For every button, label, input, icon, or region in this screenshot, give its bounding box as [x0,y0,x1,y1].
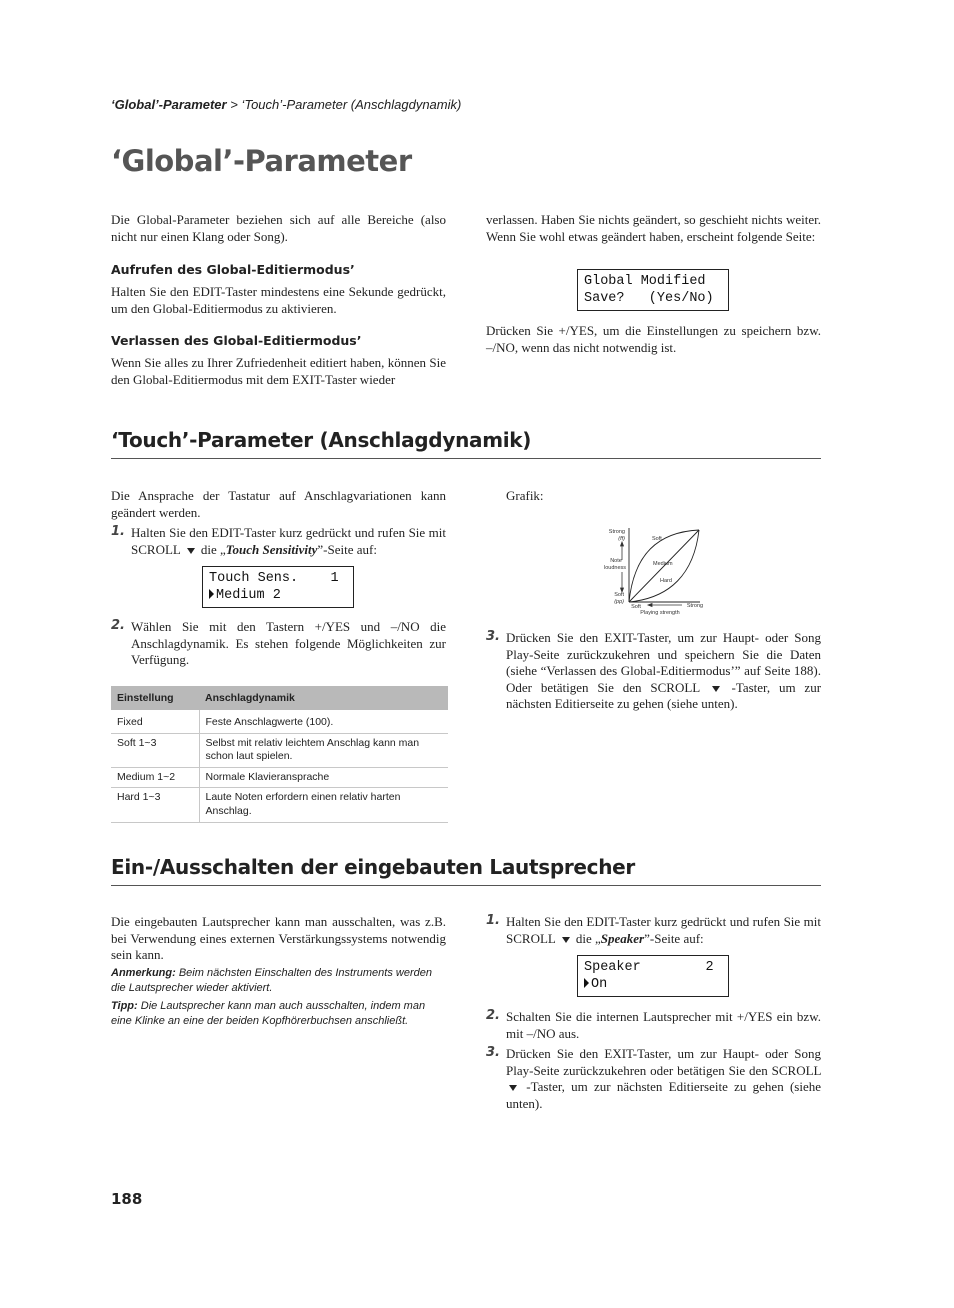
table-cell: Soft 1~3 [111,733,199,767]
table-cell: Medium 1~2 [111,767,199,788]
table-header: Einstellung [111,686,199,710]
enter-heading: Aufrufen des Global-Editiermodus’ [111,262,355,277]
scroll-down-icon [562,937,570,943]
lcd-line-1: Speaker 2 [584,960,714,975]
speaker-step1-text [506,914,821,947]
tip-text: Die Lautsprecher kann man auch ausschalten, indem man eine Klinke an eine der beiden Kopfhörerbuchsen anschließt. [111,1000,426,1027]
global-intro: Die Global-Parameter beziehen sich auf alle Bereiche (also nicht nur einen Klang oder Song). [111,212,446,244]
touch-step1-em: Touch Sensitivity [225,541,318,557]
touch-step1-c: ”-Seite auf: [317,541,377,557]
exit-heading: Verlassen des Global-Editiermodus’ [111,333,362,348]
speaker-step2-number: 2. [486,1008,500,1023]
exit-text-right: verlassen. Haben Sie nichts geändert, so geschieht nichts weiter. Wenn Sie wohl etwas geändert haben, erscheint folgende Seite: [486,212,821,244]
lcd-line-2: Save? (Yes/No) [584,291,714,306]
curve-hard-label: Hard [660,578,672,584]
lcd-global-modified [577,269,729,311]
curve-medium-label: Medium [653,561,673,567]
table-row [111,710,448,733]
speaker-step1-b: die „ [575,930,601,946]
touch-step2-number: 2. [111,618,125,633]
speaker-step3-b: -Taster, um zur nächsten Editierseite zu gehen (siehe unten). [506,1079,821,1111]
speaker-step3-text [506,1046,821,1112]
speaker-intro: Die eingebauten Lautsprecher kann man ausschalten, was z.B. bei Verwendung eines externen Verstärkungssystems notwendig sein kann. [111,914,446,963]
table-cell: Normale Klavieransprache [199,767,448,788]
table-cell: Laute Noten erfordern einen relativ harten Anschlag. [199,788,448,823]
note-label: Anmerkung: [111,967,176,979]
breadcrumb-section: ‘Global’-Parameter [111,97,227,112]
touch-step3-a: Drücken Sie den EXIT-Taster, um zur Haupt- oder Song Play-Seite zurückzukehren und speichern Sie die Daten (siehe “Verlassen des Global-Editiermodus’” auf Seite 188). Oder betätigen Sie den SCROLL [506,630,821,695]
lcd-line-1: Touch Sens. 1 [209,571,339,586]
global-after-lcd: Drücken Sie +/YES, um die Einstellungen zu speichern bzw. –/NO, wenn das nicht notwendig ist. [486,323,821,355]
section-divider [111,885,821,886]
speaker-step1-c: ”-Seite auf: [644,930,704,946]
touch-step1-text [131,525,446,558]
speaker-step2-text: Schalten Sie die internen Lautsprecher mit +/YES ein bzw. mit –/NO aus. [506,1009,821,1041]
graph-y-bottom-symbol: (pp) [614,599,624,605]
speaker-step1-a: Halten Sie den EDIT-Taster kurz gedrückt und rufen Sie mit SCROLL [506,914,821,946]
graph-y-top-label: Strong [608,529,625,535]
speaker-tip [111,999,446,1029]
touch-curve-graph [598,524,708,618]
exit-text-left: Wenn Sie alles zu Ihrer Zufriedenheit editiert haben, können Sie den Global-Editiermodus mit dem EXIT-Taster wieder [111,355,446,387]
touch-step3-b: -Taster, um zur nächsten Editierseite zu gehen (siehe unten). [506,679,822,712]
breadcrumb-subsection: ‘Touch’-Parameter (Anschlagdynamik) [241,97,462,112]
lcd-line-2: On [591,977,608,992]
section-divider [111,458,821,459]
touch-step2-text: Wählen Sie mit den Tastern +/YES und –/NO die Anschlagdynamik. Es stehen folgende Möglichkeiten zur Verfügung. [131,619,446,668]
table-cell: Selbst mit relativ leichtem Anschlag kann man schon laut spielen. [199,733,448,767]
cursor-arrow-icon [584,978,589,988]
speaker-section-title: Ein-/Ausschalten der eingebauten Lautsprecher [111,855,635,879]
grafik-label: Grafik: [506,488,544,503]
touch-step1-b: die „ [200,541,226,557]
tip-label: Tipp: [111,1000,138,1012]
graph-y-bottom-label: Soft [614,592,624,598]
table-row [111,767,448,788]
curve-soft-label: Soft [652,536,662,542]
lcd-speaker [577,955,729,997]
graph-x-arrow-left-head [648,604,652,607]
touch-step1-number: 1. [111,524,125,539]
touch-parameter-table [111,686,448,823]
table-row [111,788,448,823]
touch-step3-number: 3. [486,629,500,644]
breadcrumb-separator: > [226,97,242,112]
scroll-down-icon [187,548,195,554]
graph-y-mid-label-2: loudness [603,565,627,571]
graph-y-mid-label-1: Note [610,558,622,564]
graph-y-arrow-up-head [621,542,624,546]
lcd-touch-sens [202,566,354,608]
table-cell: Feste Anschlagwerte (100). [199,710,448,733]
table-cell: Fixed [111,710,199,733]
scroll-down-icon [509,1085,517,1091]
touch-section-title: ‘Touch’-Parameter (Anschlagdynamik) [111,428,532,452]
breadcrumb [111,97,461,112]
touch-step1-a: Halten Sie den EDIT-Taster kurz gedrückt und rufen Sie mit SCROLL [131,525,446,557]
graph-x-left-label: Soft [631,604,641,610]
speaker-step3-number: 3. [486,1045,500,1060]
page-title: ‘Global’-Parameter [111,144,412,178]
touch-step3-text [506,630,821,713]
enter-text: Halten Sie den EDIT-Taster mindestens eine Sekunde gedrückt, um den Global-Editiermodus zu aktivieren. [111,284,446,316]
note-text: Beim nächsten Einschalten des Instruments werden die Lautsprecher wieder aktiviert. [111,967,432,994]
page-number: 188 [111,1190,143,1208]
lcd-line-1: Global Modified [584,274,706,289]
speaker-step1-number: 1. [486,913,500,928]
table-header: Anschlagdynamik [199,686,448,710]
touch-intro: Die Ansprache der Tastatur auf Anschlagvariationen kann geändert werden. [111,488,446,520]
graph-x-axis-label: Playing strength [640,610,680,616]
cursor-arrow-icon [209,589,214,599]
graph-y-top-symbol: (ff) [618,536,625,542]
speaker-step3-a: Drücken Sie den EXIT-Taster, um zur Haupt- oder Song Play-Seite zurückzukehren oder betätigen Sie den SCROLL [506,1046,821,1078]
table-row [111,733,448,767]
scroll-down-icon [712,686,720,692]
lcd-line-2: Medium 2 [216,588,281,603]
speaker-note [111,966,446,996]
table-cell: Hard 1~3 [111,788,199,823]
speaker-step1-em: Speaker [600,930,645,946]
graph-x-right-label: Strong [686,603,704,609]
